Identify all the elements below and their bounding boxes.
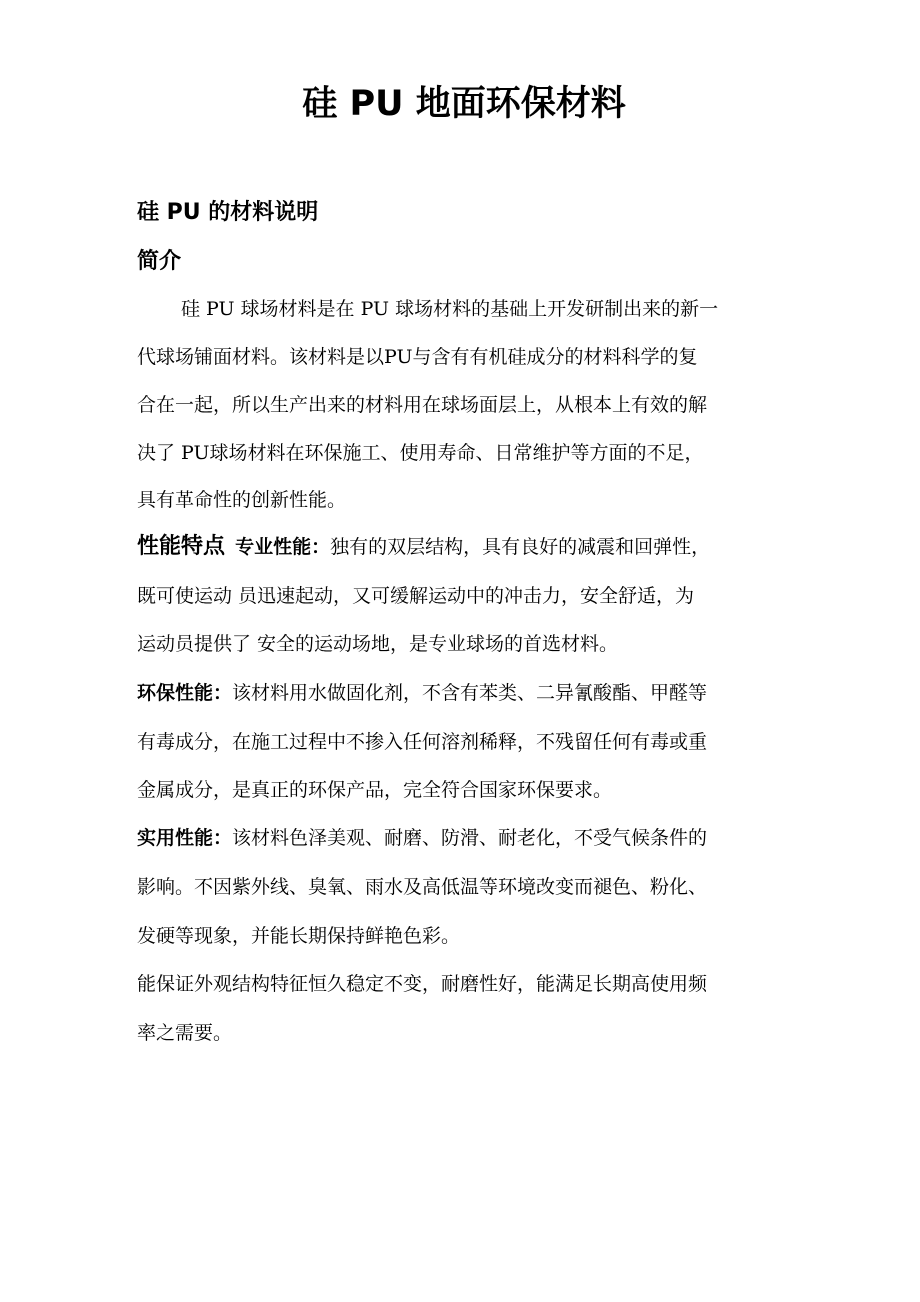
practical-line: 发硬等现象，并能长期保持鲜艳色彩。 <box>137 925 461 947</box>
closing-line: 率之需要。 <box>137 1022 233 1044</box>
practical-paragraph <box>137 824 797 852</box>
practical-label: 实用性能： <box>137 827 233 849</box>
intro-line: 硅 PU 球场材料是在 PU 球场材料的基础上开发研制出来的新一 <box>181 298 719 320</box>
professional-line: 既可使运动 员迅速起动，又可缓解运动中的冲击力，安全舒适，为 <box>137 585 695 607</box>
features-heading: 性能特点 <box>137 534 226 559</box>
intro-line: 合在一起，所以生产出来的材料用在球场面层上，从根本上有效的解 <box>137 394 708 416</box>
intro-line: 具有革命性的创新性能。 <box>137 489 347 511</box>
intro-heading: 简介 <box>137 249 182 274</box>
professional-line: 运动员提供了 安全的运动场地，是专业球场的首选材料。 <box>137 633 619 655</box>
eco-paragraph <box>137 679 797 707</box>
intro-line: 决了 PU球场材料在环保施工、使用寿命、日常维护等方面的不足， <box>137 442 704 464</box>
practical-line: 影响。不因紫外线、臭氧、雨水及高低温等环境改变而褪色、粉化、 <box>137 876 708 898</box>
features-paragraph <box>137 533 797 561</box>
closing-line: 能保证外观结构特征恒久稳定不变，耐磨性好，能满足长期高使用频 <box>137 973 708 995</box>
eco-text: 该材料用水做固化剂，不含有苯类、二异氰酸酯、甲醛等 <box>232 682 708 704</box>
professional-label: 专业性能： <box>235 536 331 558</box>
eco-label: 环保性能： <box>137 682 233 704</box>
intro-line: 代球场铺面材料。该材料是以PU与含有有机硅成分的材料科学的复 <box>137 346 698 368</box>
professional-text: 独有的双层结构，具有良好的减震和回弹性， <box>330 536 711 558</box>
eco-line: 金属成分，是真正的环保产品，完全符合国家环保要求。 <box>137 779 613 801</box>
section-heading: 硅 PU 的材料说明 <box>137 200 319 225</box>
document-title: 硅 PU 地面环保材料 <box>302 84 626 124</box>
eco-line: 有毒成分，在施工过程中不掺入任何溶剂稀释，不残留任何有毒或重 <box>137 731 708 753</box>
practical-text: 该材料色泽美观、耐磨、防滑、耐老化，不受气候条件的 <box>232 827 708 849</box>
